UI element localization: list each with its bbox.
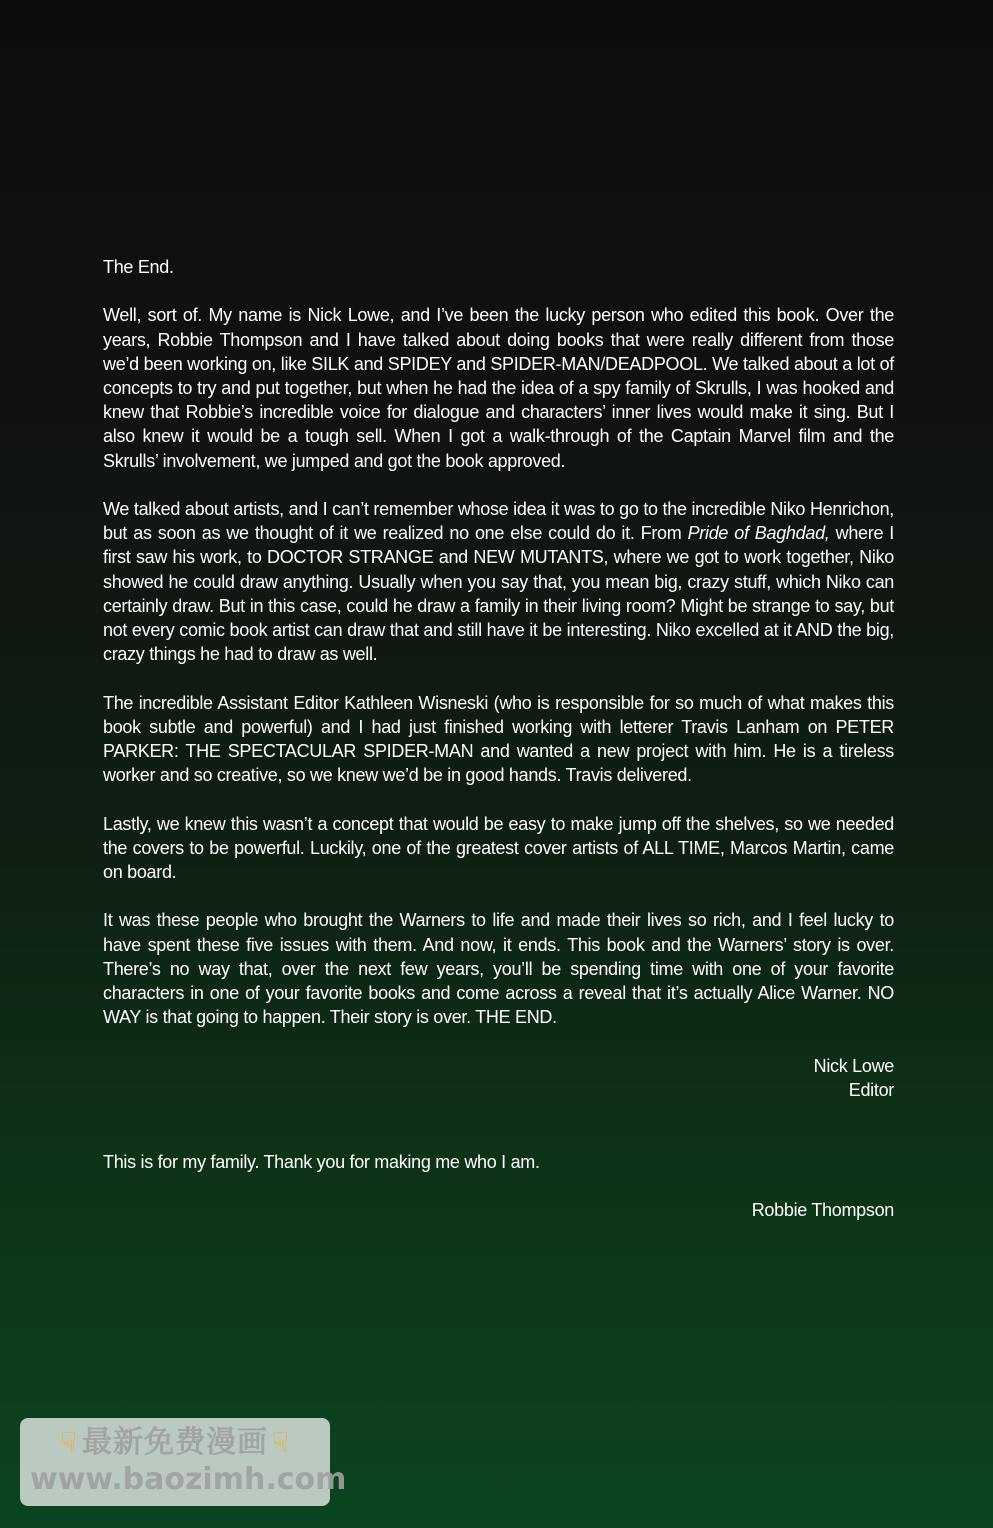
watermark-url: www.baozimh.com xyxy=(30,1462,347,1497)
pointing-down-hand-icon: ☟ xyxy=(59,1426,78,1459)
editor-signoff xyxy=(103,1054,894,1102)
letter-heading: The End. xyxy=(103,257,174,277)
paragraph-artists-start: We talked about artists, and I can’t remember whose idea it was to go to the incredible Niko Henrichon, but as soon as we thought of it we realized no one else could do it. From xyxy=(103,499,894,544)
editor-title: Editor xyxy=(848,1079,894,1100)
paragraph-closing: It was these people who brought the Warners to life and made their lives so rich, and I feel lucky to have spent these five issues with them. And now, it ends. This book and the Warners’ story is over. There’s no way that, over the next few years, you’ll be spending time with one of your favorite characters in one of your favorite books and come across a reveal that it’s actually Alice Warner. NO WAY is that going to happen. Their story is over. THE END. xyxy=(103,910,894,1028)
dedication: This is for my family. Thank you for making me who I am. xyxy=(103,1152,540,1173)
letter-body xyxy=(103,255,894,1222)
paragraph-artists xyxy=(103,497,894,666)
paragraph-intro: Well, sort of. My name is Nick Lowe, and I’ve been the lucky person who edited this book. Over the years, Robbie Thompson and I have talked about doing books that were really different from those we’d been working on, like SILK and SPIDEY and SPIDER-MAN/DEADPOOL. We talked about a lot of concepts to try and put together, but when he had the idea of a spy family of Skrulls, I was hooked and knew that Robbie’s incredible voice for dialogue and characters’ inner lives would make it sing. But I also knew it would be a tough sell. When I got a walk-through of the Captain Marvel film and the Skrulls’ involvement, we jumped and got the book approved. xyxy=(103,305,894,471)
paragraph-covers: Lastly, we knew this wasn’t a concept that would be easy to make jump off the shelves, so we needed the covers to be powerful. Luckily, one of the greatest cover artists of ALL TIME, Marcos Martin, came on board. xyxy=(103,813,894,883)
watermark-badge xyxy=(20,1418,347,1506)
paragraph-letterer: The incredible Assistant Editor Kathleen Wisneski (who is responsible for so much of what makes this book subtle and powerful) and I had just finished working with letterer Travis Lanham on PETER PARKER: THE SPECTACULAR SPIDER-MAN and wanted a new project with him. He is a tireless worker and so creative, so we knew we’d be in good hands. Travis delivered. xyxy=(103,692,894,786)
writer-signature: Robbie Thompson xyxy=(751,1200,894,1221)
book-title-pride-of-baghdad: Pride of Baghdad, xyxy=(687,523,830,544)
paragraph-artists-end: where I first saw his work, to DOCTOR STRANGE and NEW MUTANTS, where we got to work together, Niko showed he could draw anything. Usually when you say that, you mean big, crazy stuff, which Niko can certainly draw. But in this case, could he draw a family in their living room? Might be strange to say, but not every comic book artist can draw that and still have it be interesting. Niko excelled at it AND the big, crazy things he had to draw as well. xyxy=(103,523,894,665)
pointing-down-hand-icon: ☟ xyxy=(272,1426,291,1459)
editor-name: Nick Lowe xyxy=(813,1055,894,1076)
watermark-line-1 xyxy=(30,1424,320,1462)
watermark-text-cn: 最新免费漫画 xyxy=(82,1425,268,1460)
